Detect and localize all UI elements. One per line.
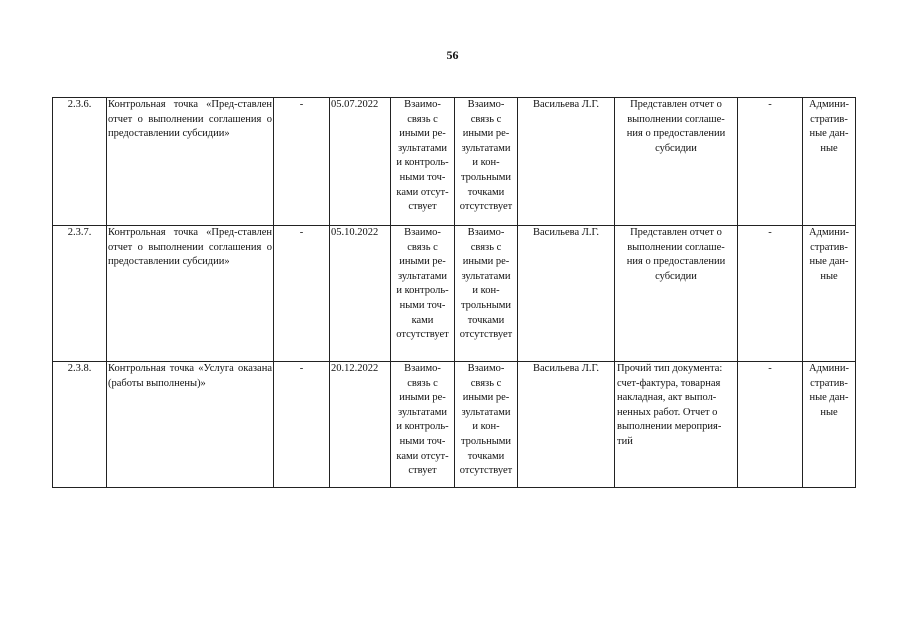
empty-dash-cell: -	[738, 98, 803, 226]
result-document: Прочий тип документа: счет-фактура, товарная накладная, акт выпол- ненных работ. Отчет о выполнении мероприя- тий	[617, 363, 723, 447]
responsible-person: Васильева Л.Г.	[518, 362, 615, 488]
relation-next: Взаимо- связь с иными ре- зультатами и кон- трольными точками отсутствует	[459, 227, 513, 341]
page-number: 56	[446, 48, 459, 62]
empty-dash-cell: -	[274, 226, 330, 362]
control-points-table	[52, 97, 856, 488]
control-point-name: Контрольная точка «Услуга оказана (работы выполнены)»	[107, 362, 274, 488]
empty-dash-cell: -	[738, 226, 803, 362]
table-row	[53, 98, 856, 226]
empty-dash-cell: -	[274, 362, 330, 488]
control-point-name: Контрольная точка «Пред-ставлен отчет о выполнении соглашения о предоставлении субсидии»	[107, 226, 274, 362]
control-point-date: 05.07.2022	[330, 98, 391, 226]
empty-dash-cell: -	[274, 98, 330, 226]
responsible-person: Васильева Л.Г.	[518, 98, 615, 226]
responsible-person: Васильева Л.Г.	[518, 226, 615, 362]
control-point-name: Контрольная точка «Пред-ставлен отчет о выполнении соглашения о предоставлении субсидии»	[107, 98, 274, 226]
control-point-date: 20.12.2022	[330, 362, 391, 488]
result-document: Представлен отчет о выполнении соглаше- ния о предоставлении субсидии	[626, 227, 726, 282]
relation-previous: Взаимо- связь с иными ре- зультатами и контроль- ными точ- ками отсут- ствует	[396, 363, 449, 477]
empty-dash-cell: -	[738, 362, 803, 488]
row-number: 2.3.6.	[53, 98, 107, 226]
table-row	[53, 362, 856, 488]
data-source: Админи- стратив- ные дан- ные	[809, 227, 849, 282]
relation-next: Взаимо- связь с иными ре- зультатами и кон- трольными точками отсутствует	[459, 99, 513, 213]
result-document: Представлен отчет о выполнении соглаше- ния о предоставлении субсидии	[626, 99, 726, 154]
row-number: 2.3.8.	[53, 362, 107, 488]
relation-next: Взаимо- связь с иными ре- зультатами и кон- трольными точками отсутствует	[459, 363, 513, 477]
data-source: Админи- стратив- ные дан- ные	[809, 99, 849, 154]
row-number: 2.3.7.	[53, 226, 107, 362]
relation-previous: Взаимо- связь с иными ре- зультатами и контроль- ными точ- ками отсут- ствует	[396, 99, 449, 213]
relation-previous: Взаимо- связь с иными ре- зультатами и контроль- ными точ- ками отсутствует	[396, 227, 449, 341]
control-point-date: 05.10.2022	[330, 226, 391, 362]
table-row	[53, 226, 856, 362]
data-source: Админи- стратив- ные дан- ные	[809, 363, 849, 418]
